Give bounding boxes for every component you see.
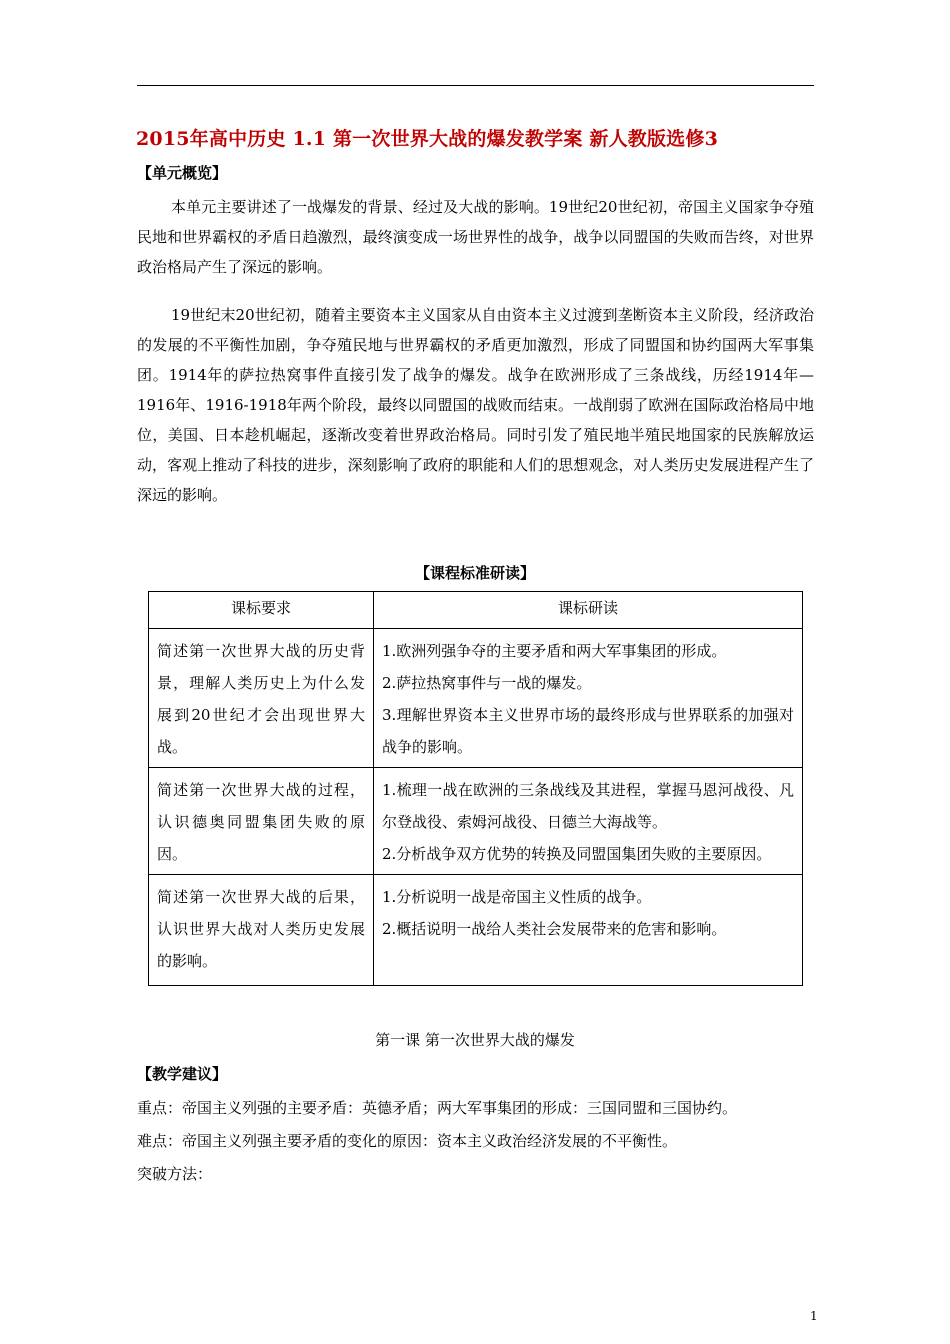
reading-item: 2.萨拉热窝事件与一战的爆发。 (382, 674, 592, 692)
column-header-requirement: 课标要求 (149, 592, 374, 629)
page-number: 1 (810, 1309, 818, 1323)
header-rule (137, 85, 814, 86)
reading-item: 2.分析战争双方优势的转换及同盟国集团失败的主要原因。 (382, 845, 772, 863)
requirement-cell: 简述第一次世界大战的过程，认识德奥同盟集团失败的原因。 (149, 768, 374, 875)
requirement-cell: 简述第一次世界大战的后果，认识世界大战对人类历史发展的影响。 (149, 875, 374, 986)
reading-cell (374, 768, 803, 875)
unit-overview-heading: 【单元概览】 (137, 164, 228, 182)
standards-heading: 【课程标准研读】 (414, 564, 535, 582)
reading-item: 3.理解世界资本主义世界市场的最终形成与世界联系的加强对战争的影响。 (382, 706, 794, 756)
overview-paragraph-2: 19世纪末20世纪初，随着主要资本主义国家从自由资本主义过渡到垄断资本主义阶段，经济政治的发展的不平衡性加剧，争夺殖民地与世界霸权的矛盾更加激烈，形成了同盟国和协约国两大军事集团。1914年的萨拉热窝事件直接引发了战争的爆发。战争在欧洲形成了三条战线，历经1914年—1916年、1916-1918年两个阶段，最终以同盟国的战败而结束。一战削弱了欧洲在国际政治格局中地位，美国、日本趁机崛起，逐渐改变着世界政治格局。同时引发了殖民地半殖民地国家的民族解放运动，客观上推动了科技的进步，深刻影响了政府的职能和人们的思想观念，对人类历史发展进程产生了深远的影响。 (137, 306, 815, 504)
method-text: 突破方法： (137, 1165, 213, 1183)
reading-item: 1.分析说明一战是帝国主义性质的战争。 (382, 888, 652, 906)
requirement-cell: 简述第一次世界大战的历史背景，理解人类历史上为什么发展到20世纪才会出现世界大战。 (149, 629, 374, 768)
standards-table (148, 591, 803, 986)
reading-cell (374, 875, 803, 986)
page-title: 2015年高中历史 1.1 第一次世界大战的爆发教学案 新人教版选修3 (136, 128, 719, 150)
overview-paragraph-1: 本单元主要讲述了一战爆发的背景、经过及大战的影响。19世纪20世纪初，帝国主义国家争夺殖民地和世界霸权的矛盾日趋激烈，最终演变成一场世界性的战争，战争以同盟国的失败而告终，对世界政治格局产生了深远的影响。 (137, 198, 814, 276)
table-row (149, 629, 803, 768)
teaching-heading: 【教学建议】 (137, 1065, 228, 1083)
lesson-title: 第一课 第一次世界大战的爆发 (375, 1031, 575, 1049)
reading-cell (374, 629, 803, 768)
difficulty-text: 难点：帝国主义列强主要矛盾的变化的原因：资本主义政治经济发展的不平衡性。 (137, 1132, 678, 1150)
key-point-text: 重点：帝国主义列强的主要矛盾：英德矛盾；两大军事集团的形成：三国同盟和三国协约。 (137, 1099, 738, 1117)
reading-item: 1.梳理一战在欧洲的三条战线及其进程，掌握马恩河战役、凡尔登战役、索姆河战役、日德兰大海战等。 (382, 781, 794, 831)
table-row (149, 875, 803, 986)
reading-item: 2.概括说明一战给人类社会发展带来的危害和影响。 (382, 920, 727, 938)
table-row (149, 768, 803, 875)
reading-item: 1.欧洲列强争夺的主要矛盾和两大军事集团的形成。 (382, 642, 727, 660)
table-header-row (149, 592, 803, 629)
column-header-reading: 课标研读 (374, 592, 803, 629)
